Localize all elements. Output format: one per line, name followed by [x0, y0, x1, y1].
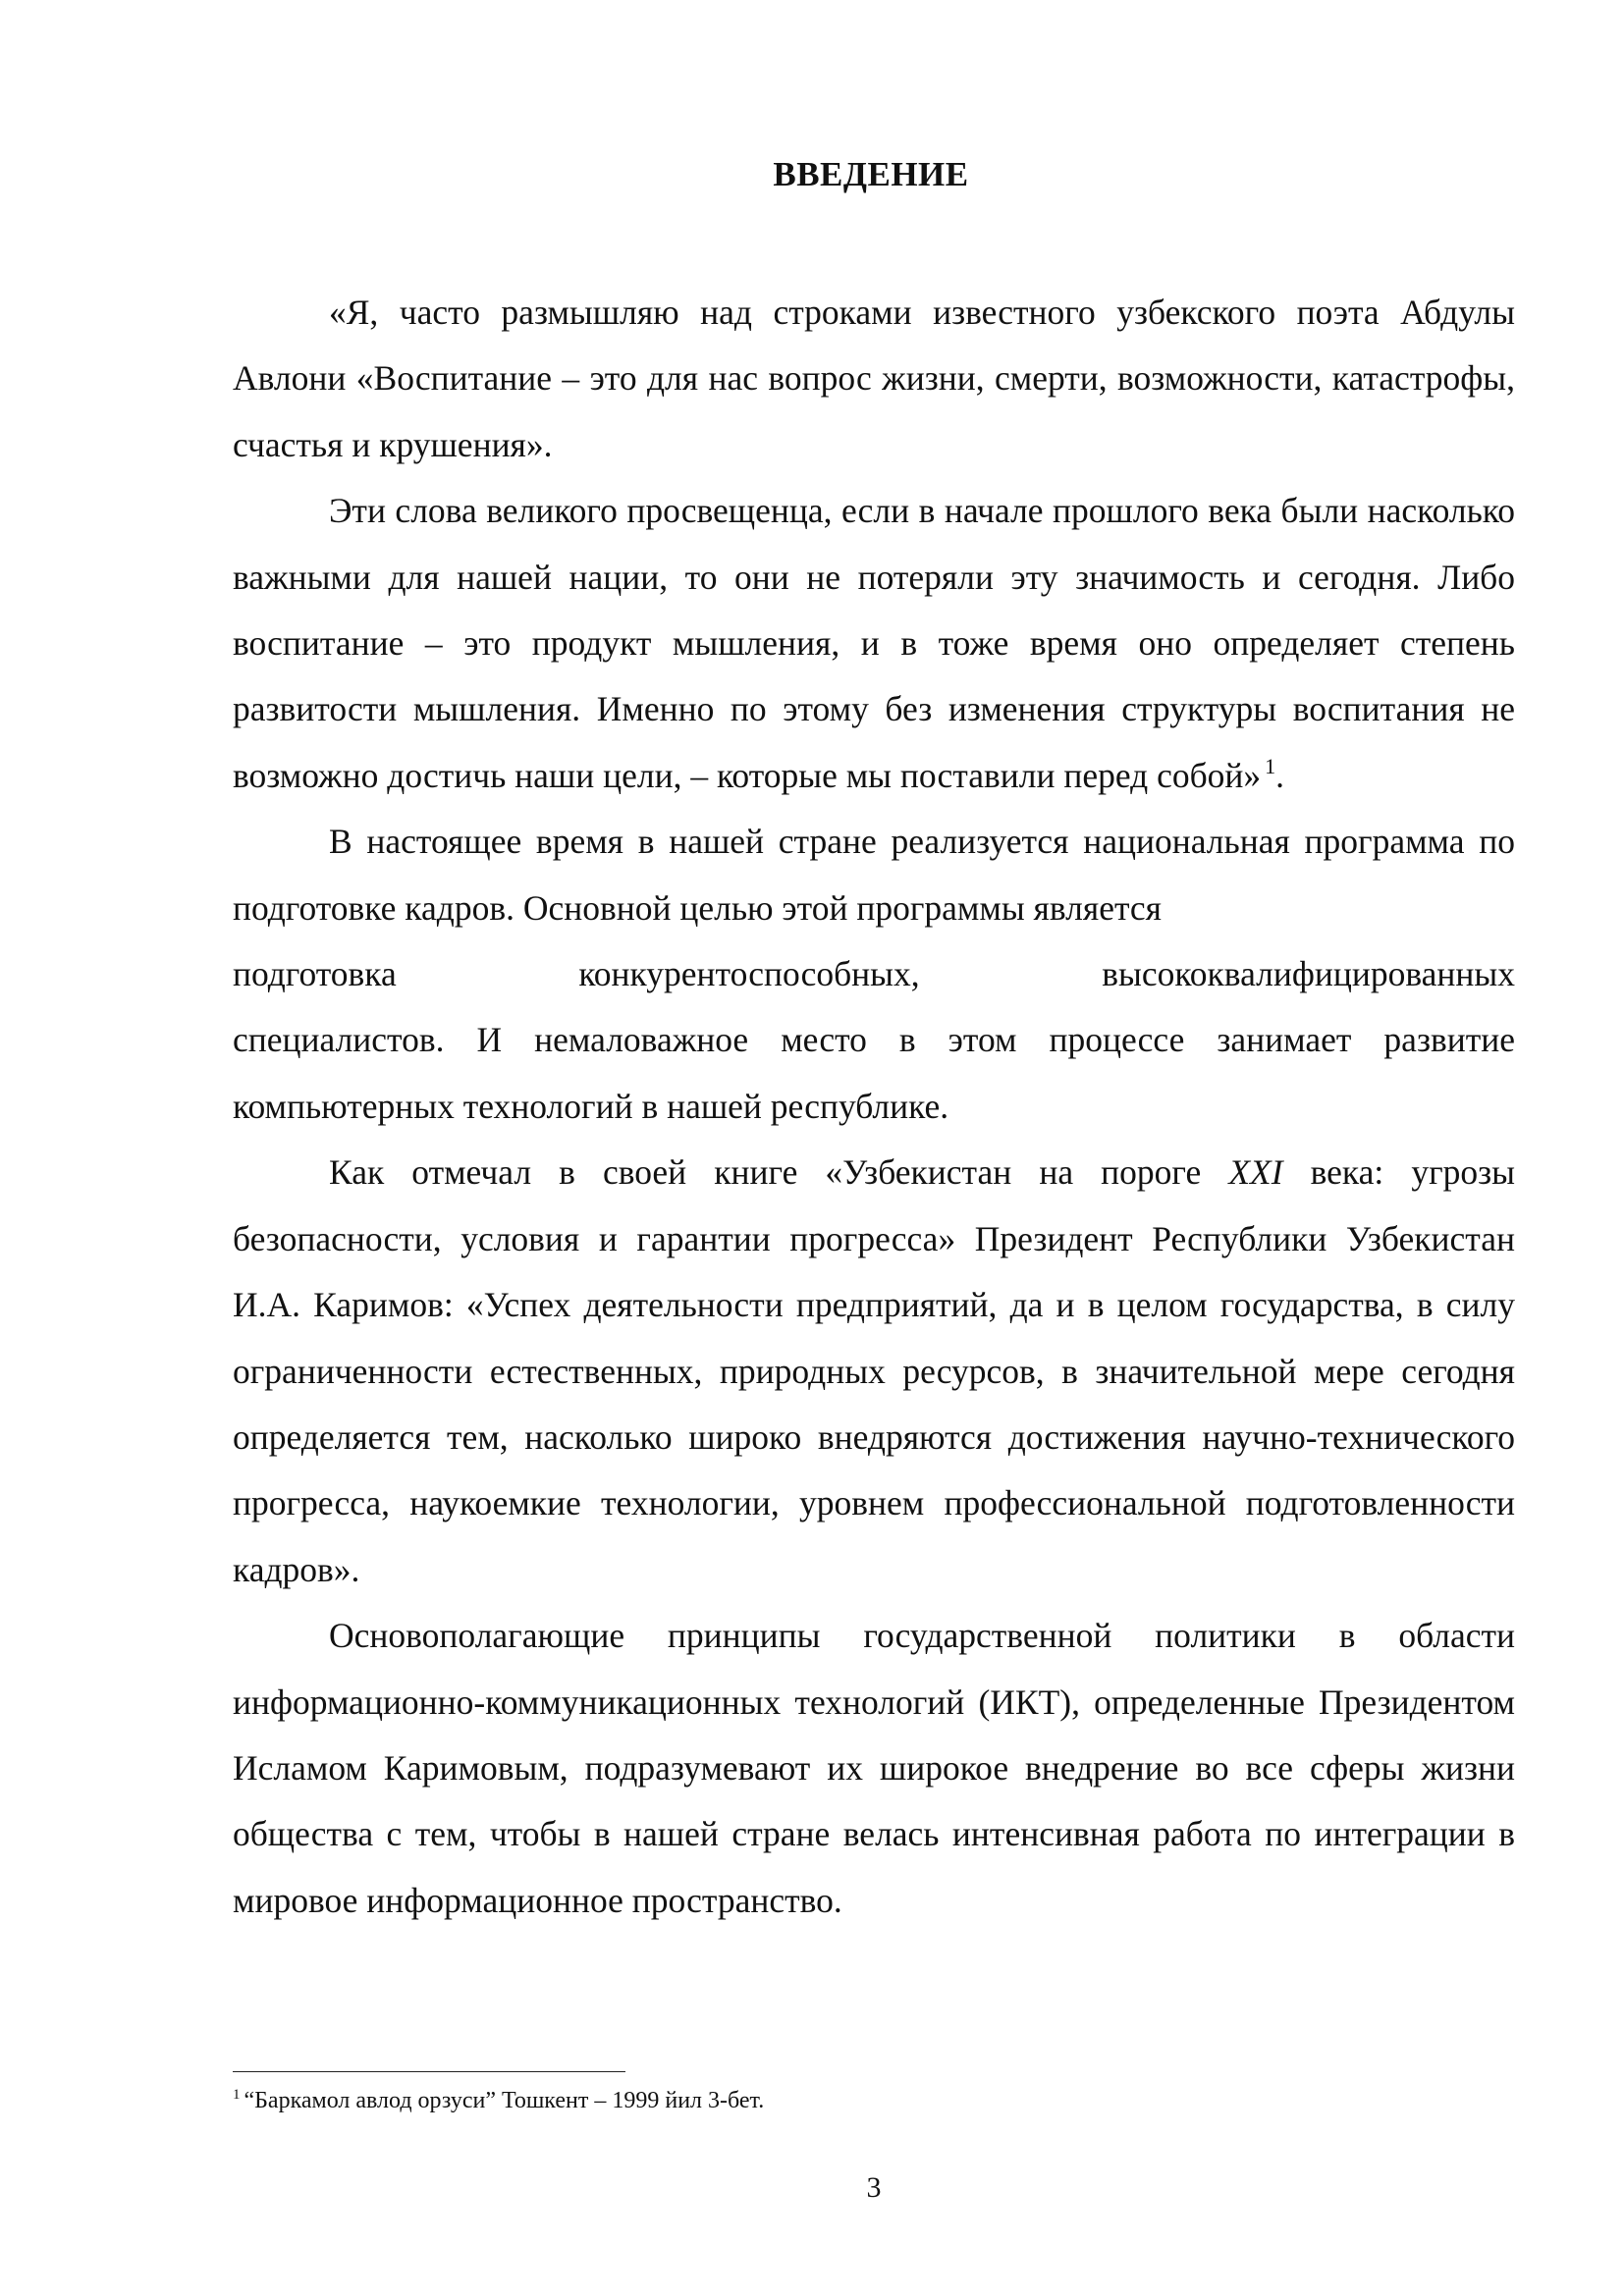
footnote-separator [233, 2071, 625, 2072]
paragraph-national-program-text: В настоящее время в нашей стране реализуется национальная программа по подготовке кадров. Основной целью этой программы является [233, 822, 1515, 928]
footnote-mark: 1 [233, 2087, 241, 2103]
paragraph-national-program-spread-line: подготовка конкурентоспособных, высококвалифицированных [233, 954, 1515, 994]
paragraph-education-meaning [233, 478, 1515, 809]
footnote [233, 2085, 1515, 2116]
footnote-text: “Баркамол авлод орзуси” Тошкент – 1999 йил 3-бет. [244, 2088, 765, 2113]
page-number: 3 [866, 2171, 882, 2204]
paragraph-avloni-quote: «Я, часто размышляю над строками известного узбекского поэта Абдулы Авлони «Воспитание – это для нас вопрос жизни, смерти, возможности, катастрофы, счастья и крушения». [233, 293, 1515, 464]
paragraph-karimov-quote-rest: века: угрозы безопасности, условия и гарантии прогресса» Президент Республики Узбекистан И.А. Каримов: «Успех деятельности предприятий, да и в целом государства, в силу ограниченности естественных, природных ресурсов, в значительной мере сегодня определяется тем, насколько широко внедряются достижения научно-технического прогресса, наукоемкие технологии, уровнем профессиональной подготовленности кадров». [233, 1152, 1516, 1589]
page-title: ВВЕДЕНИЕ [773, 155, 969, 193]
century-italic: XXI [1228, 1152, 1283, 1193]
paragraph-education-meaning-text: Эти слова великого просвещенца, если в начале прошлого века были насколько важными для нашей нации, то они не потеряли эту значимость и сегодня. Либо воспитание – это продукт мышления, и в тоже время оно определяет степень развитости мышления. Именно по этому без изменения структуры воспитания не возможно достичь наши цели, – которые мы поставили перед собой» [233, 491, 1515, 795]
document-body [233, 280, 1515, 1934]
paragraph-national-program-tail: специалистов. И немаловажное место в этом процессе занимает развитие компьютерных технологий в нашей республике. [233, 1020, 1515, 1126]
paragraph-karimov-quote-start: Как отмечал в своей книге «Узбекистан на пороге [329, 1152, 1229, 1193]
paragraph-end-period: . [1275, 755, 1285, 795]
paragraph-ict-policy: Основополагающие принципы государственной политики в области информационно-коммуникационных технологий (ИКТ), определенные Президентом Исламом Каримовым, подразумевают их широкое внедрение во все сферы жизни общества с тем, чтобы в нашей стране велась интенсивная работа по интеграции в мировое информационное пространство. [233, 1616, 1515, 1920]
paragraph-national-program [233, 809, 1515, 1140]
paragraph-karimov-quote [233, 1140, 1515, 1603]
footnote-reference[interactable]: 1 [1265, 753, 1276, 778]
